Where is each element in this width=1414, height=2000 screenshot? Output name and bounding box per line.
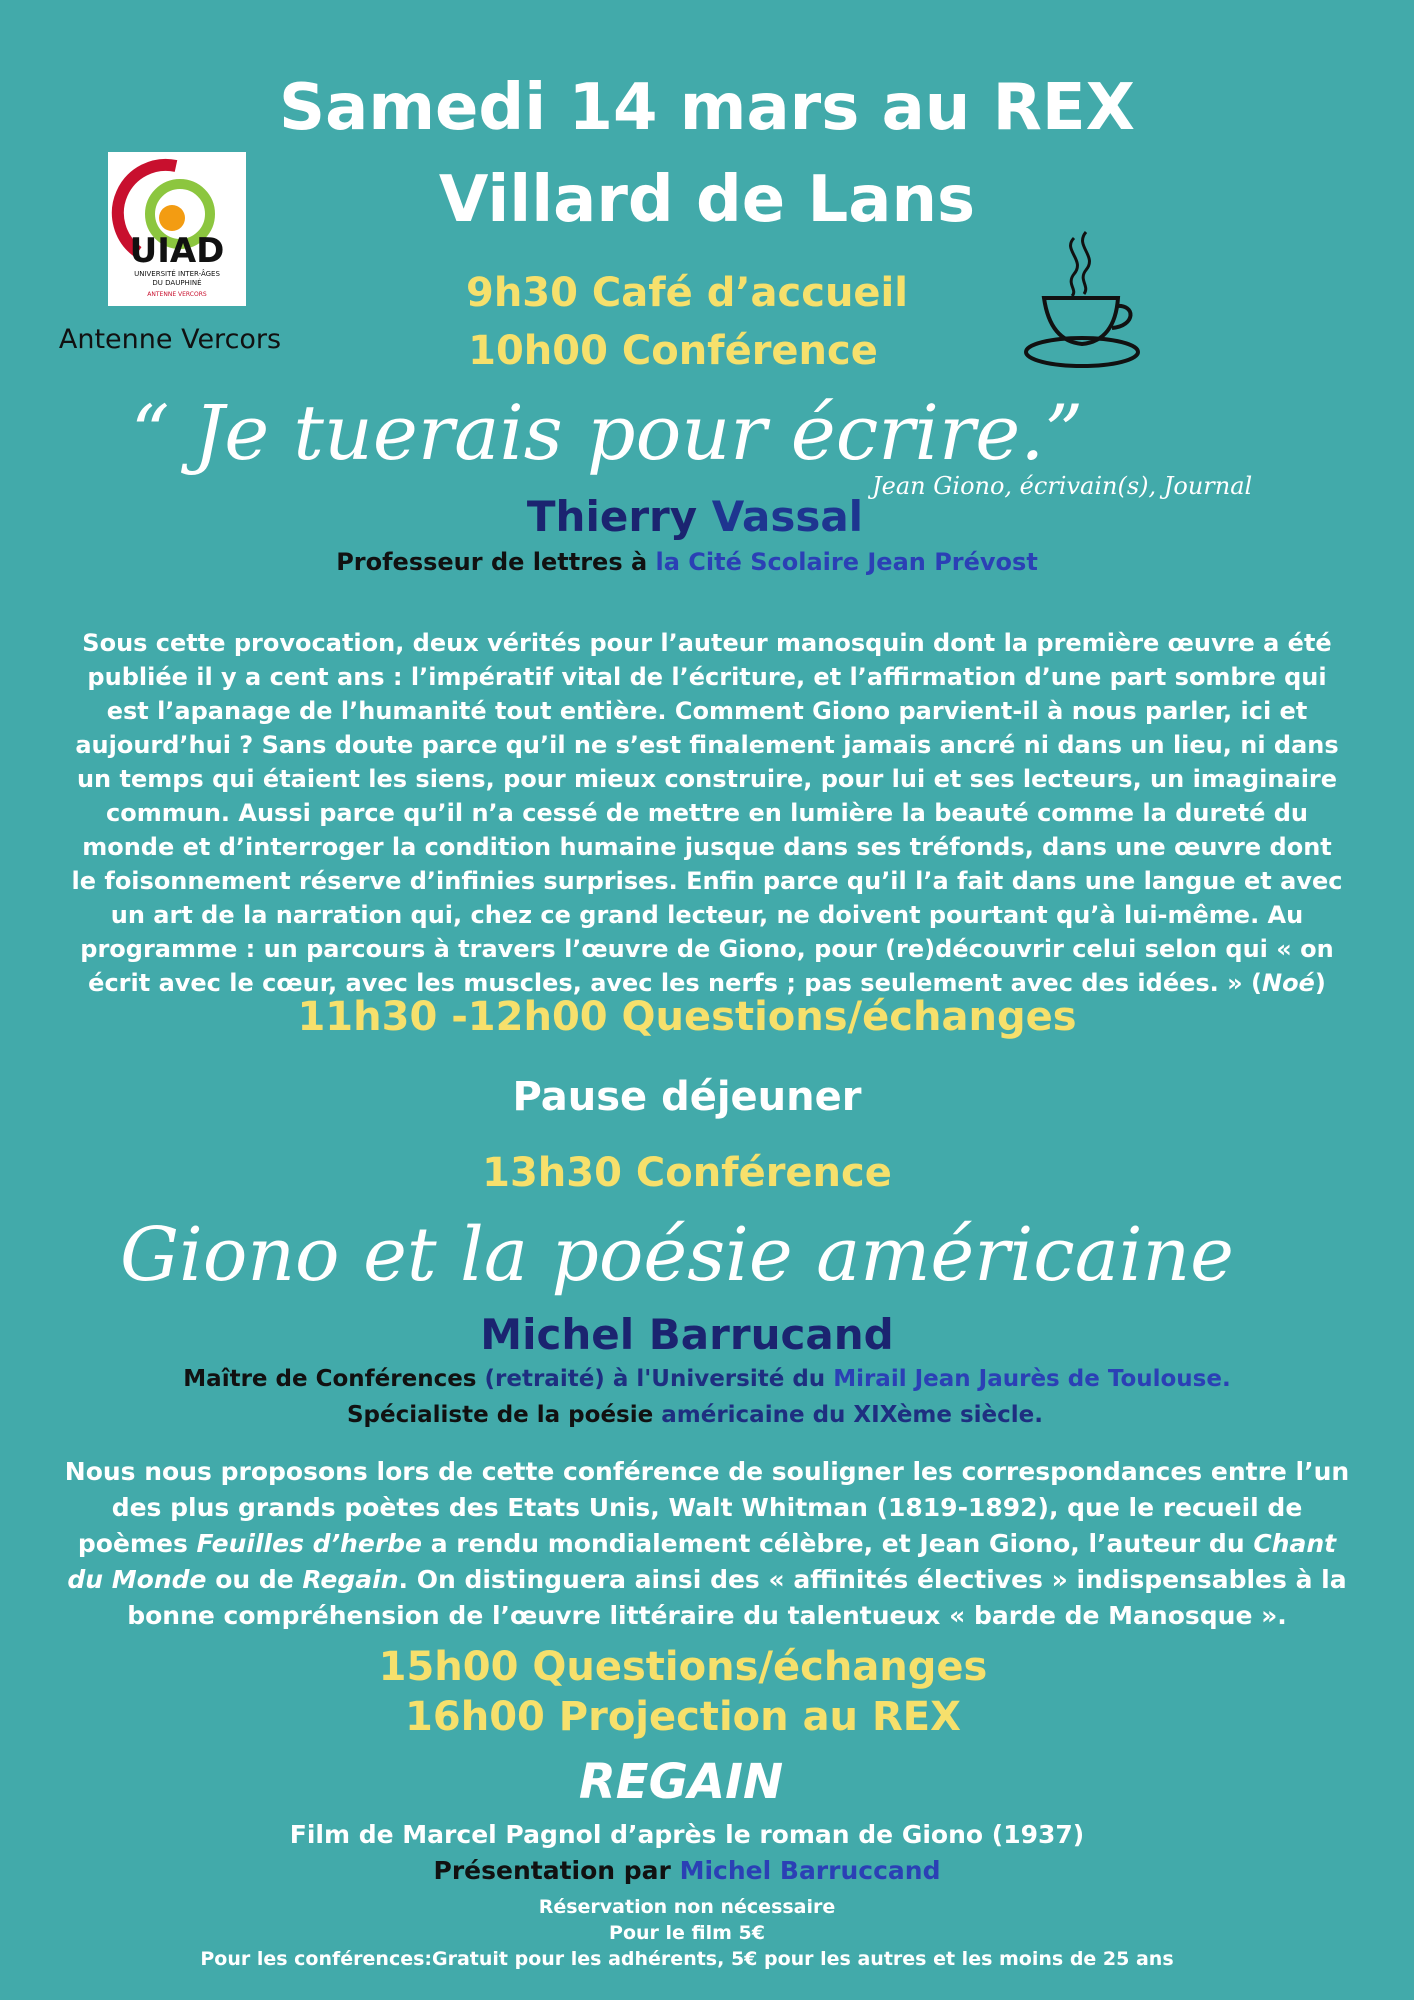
speaker-1-role (0, 548, 1394, 576)
projection-time: 16h00 Projection au REX (405, 1694, 961, 1740)
conference-1-description (70, 626, 1344, 1000)
logo-sub-1: UNIVERSITÉ INTER-ÂGES (134, 270, 220, 278)
conference-2-text-4: . On distinguera ainsi des « affinités électives » indispensables à la bonne compréhension de l’œuvre littéraire du talentueux « barde de Manosque ». (127, 1565, 1347, 1630)
logo-text: UIAD (129, 231, 225, 271)
conference-1-text: Sous cette provocation, deux vérités pour l’auteur manosquin dont la première œuvre a été publiée il y a cent ans : l’impératif vital de l’écriture, et l’affirmation d’une part sombre qui est l’apanage de l’humanité tout entière. Comment Giono parvient-il à nous parler, ici et aujourd’hui ? Sans doute parce qu’il ne s’est finalement jamais ancré ni dans un lieu, ni dans un temps qui étaient les siens, pour mieux construire, pour lui et ses lecteurs, un imaginaire commun. Aussi parce qu’il n’a cessé de mettre en lumière la beauté comme la dureté du monde et d’interroger la condition humaine jusque dans ses tréfonds, dans une œuvre dont le foisonnement réserve d’infinies surprises. Enfin parce qu’il l’a fait dans une langue et avec un art de la narration qui, chez ce grand lecteur, ne doivent pourtant qu’à lui-même. Au programme : un parcours à travers l’œuvre de Giono, pour (re)découvrir celui selon qui « on écrit avec le cœur, avec les muscles, avec les nerfs ; pas seulement avec des idées. » ( (71, 629, 1343, 997)
speaker-1-role-a: Professeur de lettres à (336, 548, 648, 576)
conference-1-text-end: ) (1314, 969, 1326, 997)
film-presentation-b: Michel Barruccand (679, 1856, 941, 1885)
afternoon-conference-time: 13h30 Conférence (482, 1150, 892, 1196)
logo-caption: Antenne Vercors (58, 324, 282, 355)
afternoon-conference-title: Giono et la poésie américaine (120, 1212, 1234, 1298)
quote-source: Jean Giono, écrivain(s), Journal (872, 472, 1253, 500)
speaker-2-name: Michel Barrucand (480, 1310, 894, 1359)
conference-2-italic-3: Regain (302, 1565, 399, 1594)
conference-2-text-2: a rendu mondialement célèbre, et Jean Giono, l’auteur du (422, 1529, 1254, 1558)
conference-2-italic-2: Chant du Monde (67, 1529, 1337, 1594)
speaker-1-last: Vassal (711, 492, 864, 541)
speaker-2-role-1c: Mirail Jean Jaurès de Toulouse. (833, 1366, 1231, 1392)
speaker-1-role-b: la Cité Scolaire Jean Prévost (655, 548, 1038, 576)
speaker-2-role-1b: (retraité) à l'Université du (484, 1366, 826, 1392)
film-title: REGAIN (578, 1754, 784, 1810)
conference-2-description (56, 1454, 1358, 1634)
footer-reservation: Réservation non nécessaire (538, 1896, 836, 1918)
footer-conference-price: Pour les conférences:Gratuit pour les adhérents, 5€ pour les autres et les moins de 25 ans (200, 1948, 1174, 1970)
logo-sub-3: ANTENNE VERCORS (147, 291, 207, 298)
conference-1-italic: Noé (1261, 969, 1315, 997)
coffee-time: 9h30 Café d’accueil (466, 270, 908, 316)
speaker-1-first: Thierry (526, 492, 698, 541)
speaker-2-role-1 (0, 1366, 1414, 1392)
header-line-1: Samedi 14 mars au REX (279, 71, 1135, 145)
film-presentation (0, 1856, 1394, 1885)
quote: “ Je tuerais pour écrire.” (130, 388, 1084, 477)
header-line-2: Villard de Lans (438, 163, 976, 237)
morning-conference-time: 10h00 Conférence (468, 328, 878, 374)
afternoon-questions: 15h00 Questions/échanges (378, 1644, 988, 1690)
conference-2-text-3: ou de (206, 1565, 303, 1594)
lunch-break: Pause déjeuner (512, 1074, 862, 1120)
conference-2-italic-1: Feuilles d’herbe (196, 1529, 422, 1558)
speaker-1-name (0, 492, 1402, 541)
speaker-2-role-2b: américaine du XIXème siècle. (661, 1402, 1044, 1428)
speaker-2-role-2 (0, 1402, 1402, 1428)
speaker-2-role-2a: Spécialiste de la poésie (346, 1402, 654, 1428)
conference-2-text-1: Nous nous proposons lors de cette conférence de souligner les correspondances entre l’un des plus grands poètes des Etats Unis, Walt Whitman (1819-1892), que le recueil de poèmes (64, 1457, 1350, 1558)
footer-film-price: Pour le film 5€ (609, 1922, 765, 1944)
logo-sub-2: DU DAUPHINÉ (152, 279, 202, 287)
morning-questions: 11h30 -12h00 Questions/échanges (297, 994, 1077, 1040)
speaker-2-role-1a: Maître de Conférences (183, 1366, 477, 1392)
film-info: Film de Marcel Pagnol d’après le roman de Giono (1937) (289, 1820, 1085, 1849)
film-presentation-a: Présentation par (433, 1856, 671, 1885)
